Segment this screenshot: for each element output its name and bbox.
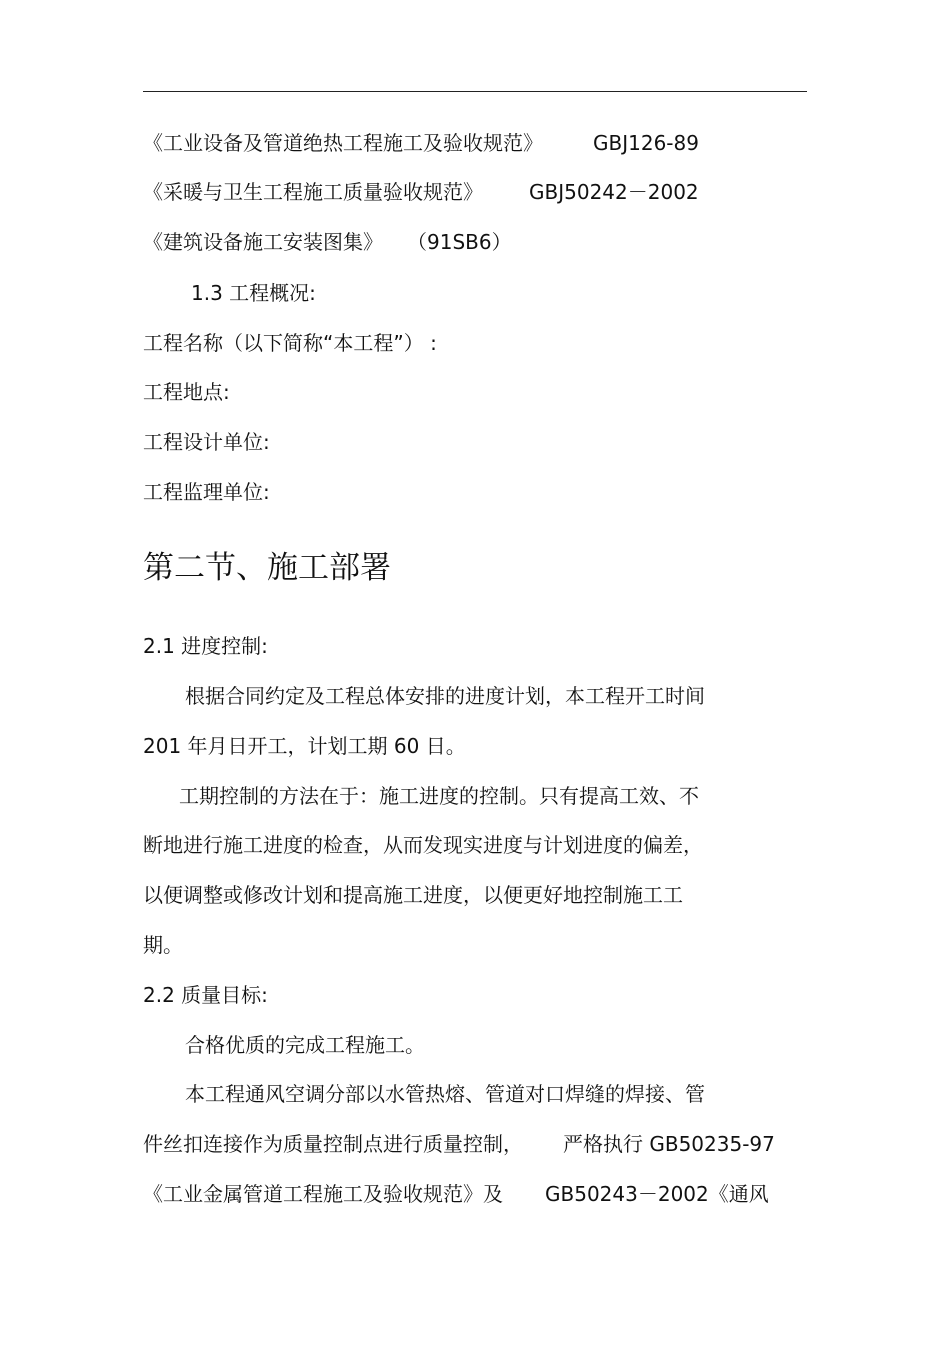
paragraph-segment: 《工业金属管道工程施工及验收规范》及 (143, 1182, 503, 1206)
reference-line-2 (143, 180, 699, 204)
paragraph-line: 工期控制的方法在于：施工进度的控制。只有提高工效、不 (179, 784, 699, 808)
section-1-3-title: 1.3 工程概况: (191, 281, 316, 305)
field-project-name: 工程名称（以下简称“本工程”） : (143, 331, 437, 355)
paragraph-line: 根据合同约定及工程总体安排的进度计划，本工程开工时间 (185, 684, 705, 708)
section-2-2-title: 2.2 质量目标: (143, 983, 268, 1007)
field-project-location: 工程地点: (143, 380, 230, 404)
reference-line-1 (143, 131, 699, 155)
section-2-heading: 第二节、施工部署 (143, 550, 391, 586)
section-2-1-title: 2.1 进度控制: (143, 634, 268, 658)
field-supervision-unit: 工程监理单位: (143, 480, 270, 504)
paragraph-segment: GB50243－2002《通风 (545, 1182, 769, 1206)
reference-code: （91SB6） (407, 230, 512, 254)
reference-code: GBJ50242－2002 (529, 180, 699, 204)
paragraph-segment: 件丝扣连接作为质量控制点进行质量控制， (143, 1132, 523, 1156)
paragraph-line: 断地进行施工进度的检查，从而发现实进度与计划进度的偏差， (143, 833, 703, 857)
field-design-unit: 工程设计单位: (143, 430, 270, 454)
reference-code: GBJ126-89 (593, 131, 699, 155)
reference-title: 《采暖与卫生工程施工质量验收规范》 (143, 180, 483, 204)
paragraph-line: 期。 (143, 933, 183, 957)
reference-title: 《建筑设备施工安装图集》 (143, 230, 383, 254)
reference-line-3 (143, 230, 512, 254)
paragraph-line: 以便调整或修改计划和提高施工进度，以便更好地控制施工工 (143, 883, 683, 907)
paragraph-line: 本工程通风空调分部以水管热熔、管道对口焊缝的焊接、管 (185, 1082, 705, 1106)
header-rule (143, 91, 807, 92)
reference-title: 《工业设备及管道绝热工程施工及验收规范》 (143, 131, 543, 155)
paragraph-line: 合格优质的完成工程施工。 (185, 1033, 425, 1057)
paragraph-line (143, 1132, 775, 1156)
paragraph-line: 201 年月日开工，计划工期 60 日。 (143, 734, 466, 758)
paragraph-line (143, 1182, 769, 1206)
paragraph-segment: 严格执行 GB50235-97 (563, 1132, 775, 1156)
